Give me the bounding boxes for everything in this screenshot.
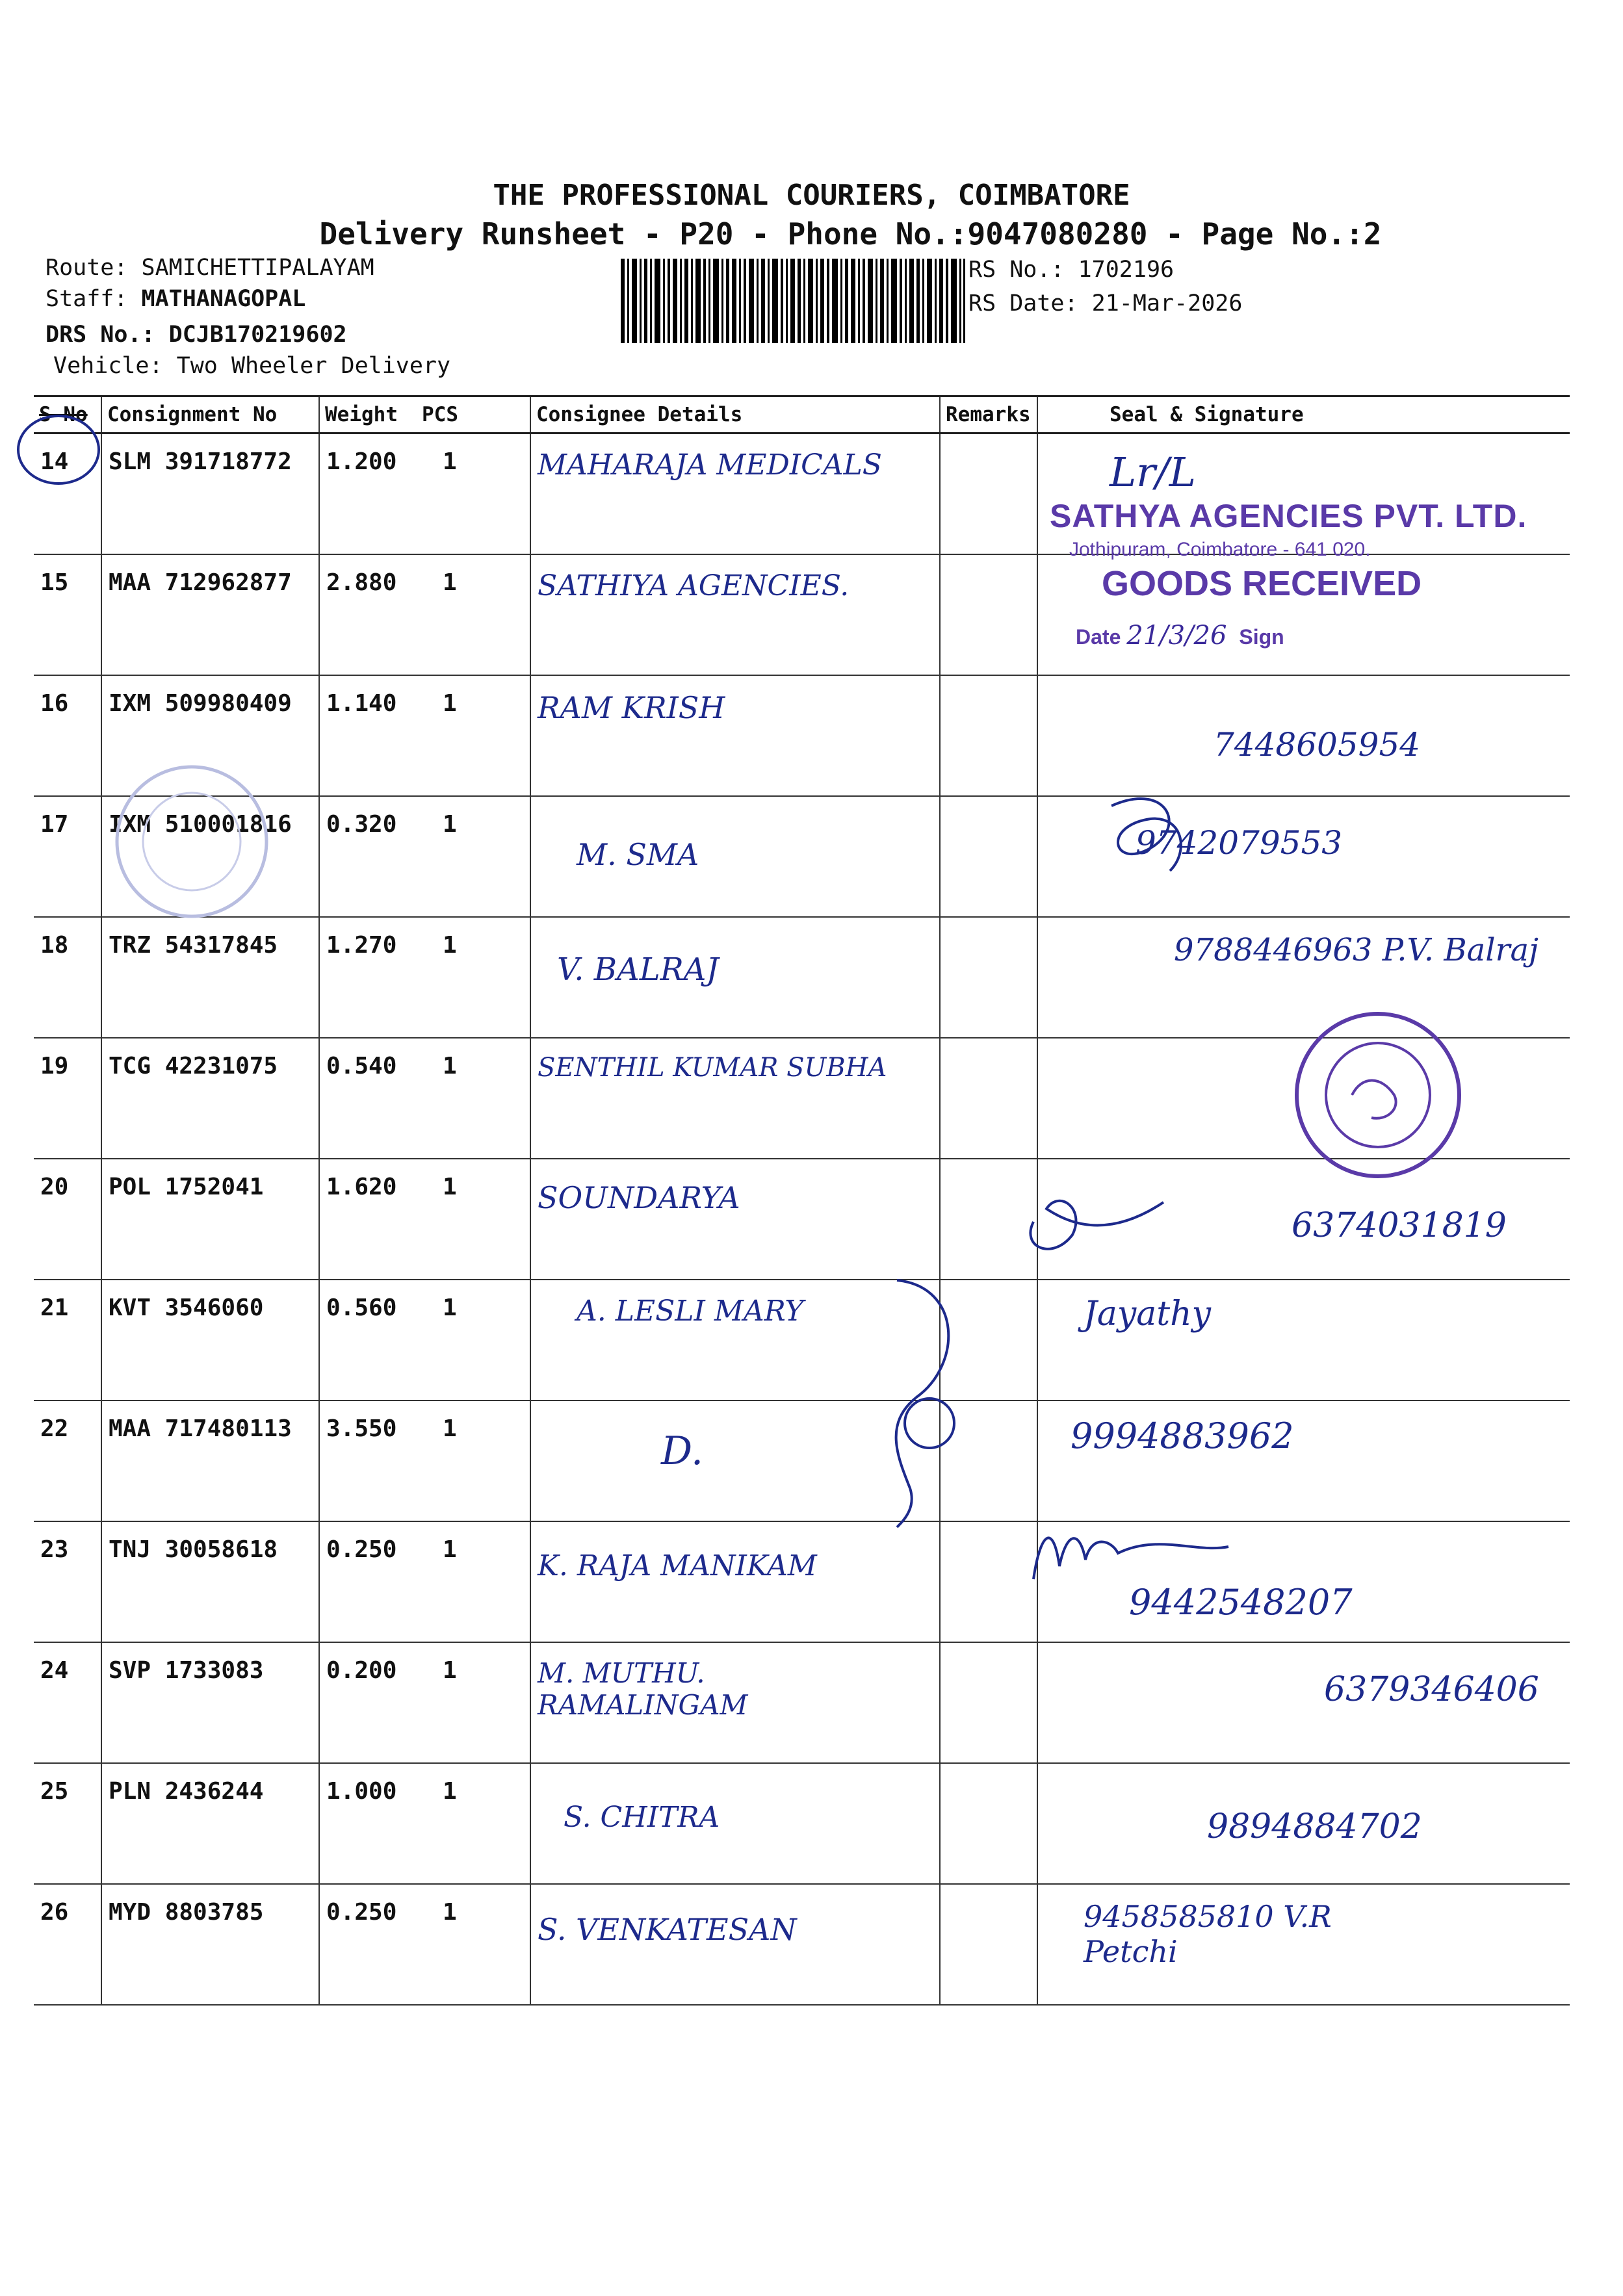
handwritten-consignee: SENTHIL KUMAR SUBHA (538, 1053, 887, 1083)
signature-scribble (1027, 1508, 1235, 1586)
drs-value: DCJB170219602 (168, 322, 347, 348)
rs-no-value: 1702196 (1078, 257, 1175, 283)
handwritten-signature: 9788446963 P.V. Balraj (1174, 932, 1539, 968)
signature-scribble (1014, 1183, 1183, 1267)
cell-consignment: SVP 1733083 (101, 1642, 319, 1763)
col-consignee: Consignee Details (530, 396, 940, 433)
cell-pcs: 1 (417, 1521, 530, 1642)
cell-remarks (940, 1038, 1037, 1159)
handwritten-consignee: SATHIYA AGENCIES. (538, 569, 850, 602)
cell-sno: 16 (34, 675, 101, 796)
cell-pcs: 1 (417, 1038, 530, 1159)
cell-consignment: MAA 717480113 (101, 1400, 319, 1521)
handwritten-consignee: M. MUTHU. RAMALINGAM (538, 1657, 748, 1721)
cell-consignee (530, 433, 940, 555)
cell-consignment: PLN 2436244 (101, 1763, 319, 1884)
stamp-goods-received: GOODS RECEIVED (1102, 564, 1422, 603)
handwritten-signature: 9442548207 (1129, 1582, 1353, 1623)
cell-weight: 1.000 (319, 1763, 417, 1884)
staff-line (45, 286, 305, 312)
cell-weight: 1.270 (319, 917, 417, 1038)
cell-signature (1037, 1884, 1570, 2005)
cell-sno: 21 (34, 1280, 101, 1400)
handwritten-signature: 7448605954 (1214, 726, 1421, 764)
stamp-date-label: Date (1076, 625, 1121, 649)
cell-sno: 24 (34, 1642, 101, 1763)
cell-pcs: 1 (417, 796, 530, 917)
cell-weight: 1.200 (319, 433, 417, 555)
cell-consignment: POL 1752041 (101, 1159, 319, 1280)
stamp-date-sign (1050, 621, 1527, 651)
table-row (34, 1280, 1570, 1400)
barcode-image (621, 259, 965, 343)
handwritten-consignee: D. (661, 1428, 704, 1474)
handwritten-signature: 9458585810 V.R Petchi (1084, 1899, 1332, 1969)
col-sno: S No (34, 396, 101, 433)
handwritten-signature: 9894884702 (1207, 1807, 1422, 1846)
cell-consignee (530, 917, 940, 1038)
cell-consignment: TCG 42231075 (101, 1038, 319, 1159)
cell-remarks (940, 554, 1037, 675)
route-line (45, 255, 374, 281)
cell-remarks (940, 1521, 1037, 1642)
cell-consignee (530, 796, 940, 917)
cell-pcs: 1 (417, 1642, 530, 1763)
cell-consignment: TRZ 54317845 (101, 917, 319, 1038)
cell-consignee (530, 1642, 940, 1763)
hand-circle-mark (8, 403, 105, 494)
cell-weight: 0.250 (319, 1884, 417, 2005)
cell-remarks (940, 1642, 1037, 1763)
stamp-address: Jothipuram, Coimbatore - 641 020. (1069, 539, 1371, 560)
handwritten-consignee: S. CHITRA (564, 1801, 720, 1834)
cell-weight: 0.200 (319, 1642, 417, 1763)
cell-sno: 26 (34, 1884, 101, 2005)
cell-consignment: TNJ 30058618 (101, 1521, 319, 1642)
cell-signature (1037, 1642, 1570, 1763)
cell-sno: 22 (34, 1400, 101, 1521)
col-pcs: PCS (417, 396, 530, 433)
cell-consignment: KVT 3546060 (101, 1280, 319, 1400)
cell-sno: 20 (34, 1159, 101, 1280)
cell-consignee (530, 1038, 940, 1159)
staff-label: Staff: (45, 286, 128, 312)
cell-weight: 0.540 (319, 1038, 417, 1159)
cell-pcs: 1 (417, 554, 530, 675)
cell-remarks (940, 433, 1037, 555)
cell-weight: 3.550 (319, 1400, 417, 1521)
cell-remarks (940, 675, 1037, 796)
rs-no-label: RS No.: (968, 257, 1065, 283)
cell-weight: 2.880 (319, 554, 417, 675)
handwritten-signature: 6374031819 (1292, 1206, 1507, 1245)
route-label: Route: (45, 255, 128, 281)
rs-date-label: RS Date: (968, 290, 1078, 316)
cell-pcs: 1 (417, 1400, 530, 1521)
col-seal-signature: Seal & Signature (1037, 396, 1570, 433)
col-consignment: Consignment No (101, 396, 319, 433)
cell-pcs: 1 (417, 1763, 530, 1884)
col-weight: Weight (319, 396, 417, 433)
cell-consignment: MYD 8803785 (101, 1884, 319, 2005)
cell-consignee (530, 1159, 940, 1280)
cell-sno: 25 (34, 1763, 101, 1884)
handwritten-signature: Lr/L (1110, 448, 1196, 496)
cell-weight: 0.320 (319, 796, 417, 917)
cell-sno: 17 (34, 796, 101, 917)
cell-sno: 23 (34, 1521, 101, 1642)
route-value: SAMICHETTIPALAYAM (141, 255, 374, 281)
drs-line (45, 322, 347, 348)
col-remarks: Remarks (940, 396, 1037, 433)
vehicle-label: Vehicle: (53, 353, 163, 379)
table-row (34, 1400, 1570, 1521)
cell-signature (1037, 1400, 1570, 1521)
table-row (34, 1763, 1570, 1884)
cell-pcs: 1 (417, 675, 530, 796)
cell-weight: 1.620 (319, 1159, 417, 1280)
company-title: THE PROFESSIONAL COURIERS, COIMBATORE (493, 179, 1130, 212)
handwritten-signature: Jayathy (1084, 1295, 1211, 1334)
handwritten-signature: 9742079553 (1136, 824, 1343, 862)
cell-consignee (530, 554, 940, 675)
cell-weight: 0.560 (319, 1280, 417, 1400)
cell-pcs: 1 (417, 1159, 530, 1280)
table-header-row (34, 396, 1570, 433)
handwritten-consignee: K. RAJA MANIKAM (538, 1549, 817, 1582)
cell-remarks (940, 1763, 1037, 1884)
cell-pcs: 1 (417, 1884, 530, 2005)
cell-pcs: 1 (417, 1280, 530, 1400)
runsheet-subtitle: Delivery Runsheet - P20 - Phone No.:9047080280 - Page No.:2 (319, 216, 1382, 252)
cell-pcs: 1 (417, 917, 530, 1038)
cell-signature (1037, 1763, 1570, 1884)
handwritten-signature: 6379346406 (1324, 1670, 1539, 1709)
table-row (34, 1642, 1570, 1763)
cell-signature (1037, 1280, 1570, 1400)
cell-consignment: IXM 510001816 (101, 796, 319, 917)
rs-date-value: 21-Mar-2026 (1091, 290, 1243, 316)
cell-sno: 19 (34, 1038, 101, 1159)
stamp-sign-label: Sign (1239, 625, 1284, 649)
stamp-date-value: 21/3/26 (1126, 621, 1227, 651)
handwritten-consignee: M. SMA (577, 837, 699, 872)
cell-remarks (940, 1884, 1037, 2005)
faint-seal-image (104, 754, 279, 929)
vehicle-line (53, 353, 450, 379)
round-seal-image (1290, 998, 1466, 1193)
cell-weight: 0.250 (319, 1521, 417, 1642)
handwritten-consignee: V. BALRAJ (557, 951, 719, 988)
table-row (34, 1884, 1570, 2005)
handwritten-consignee: S. VENKATESAN (538, 1912, 797, 1947)
cell-sno: 15 (34, 554, 101, 675)
handwritten-consignee: SOUNDARYA (538, 1180, 740, 1215)
cell-sno: 18 (34, 917, 101, 1038)
cell-consignee (530, 1884, 940, 2005)
vehicle-value: Two Wheeler Delivery (176, 353, 451, 379)
cell-remarks (940, 796, 1037, 917)
handwritten-consignee: MAHARAJA MEDICALS (538, 448, 882, 482)
hand-brace-mark (858, 1274, 988, 1534)
cell-remarks (940, 917, 1037, 1038)
drs-label: DRS No.: (45, 322, 155, 348)
stamp-company: SATHYA AGENCIES PVT. LTD. (1050, 498, 1527, 534)
table-row (34, 1521, 1570, 1642)
handwritten-signature: 9994883962 (1071, 1415, 1294, 1456)
cell-sno: 14 (34, 433, 101, 555)
cell-consignee (530, 1521, 940, 1642)
cell-weight: 1.140 (319, 675, 417, 796)
cell-consignment: SLM 391718772 (101, 433, 319, 555)
sathya-stamp (1050, 497, 1527, 651)
handwritten-consignee: RAM KRISH (538, 690, 725, 725)
cell-consignment: MAA 712962877 (101, 554, 319, 675)
rs-no-line (968, 257, 1174, 283)
cell-signature (1037, 675, 1570, 796)
cell-consignment: IXM 509980409 (101, 675, 319, 796)
cell-consignee (530, 1763, 940, 1884)
cell-pcs: 1 (417, 433, 530, 555)
staff-value: MATHANAGOPAL (141, 286, 306, 312)
signature-scribble (1092, 780, 1209, 884)
rs-date-line (968, 290, 1242, 316)
cell-consignee (530, 675, 940, 796)
handwritten-consignee: A. LESLI MARY (577, 1295, 804, 1328)
